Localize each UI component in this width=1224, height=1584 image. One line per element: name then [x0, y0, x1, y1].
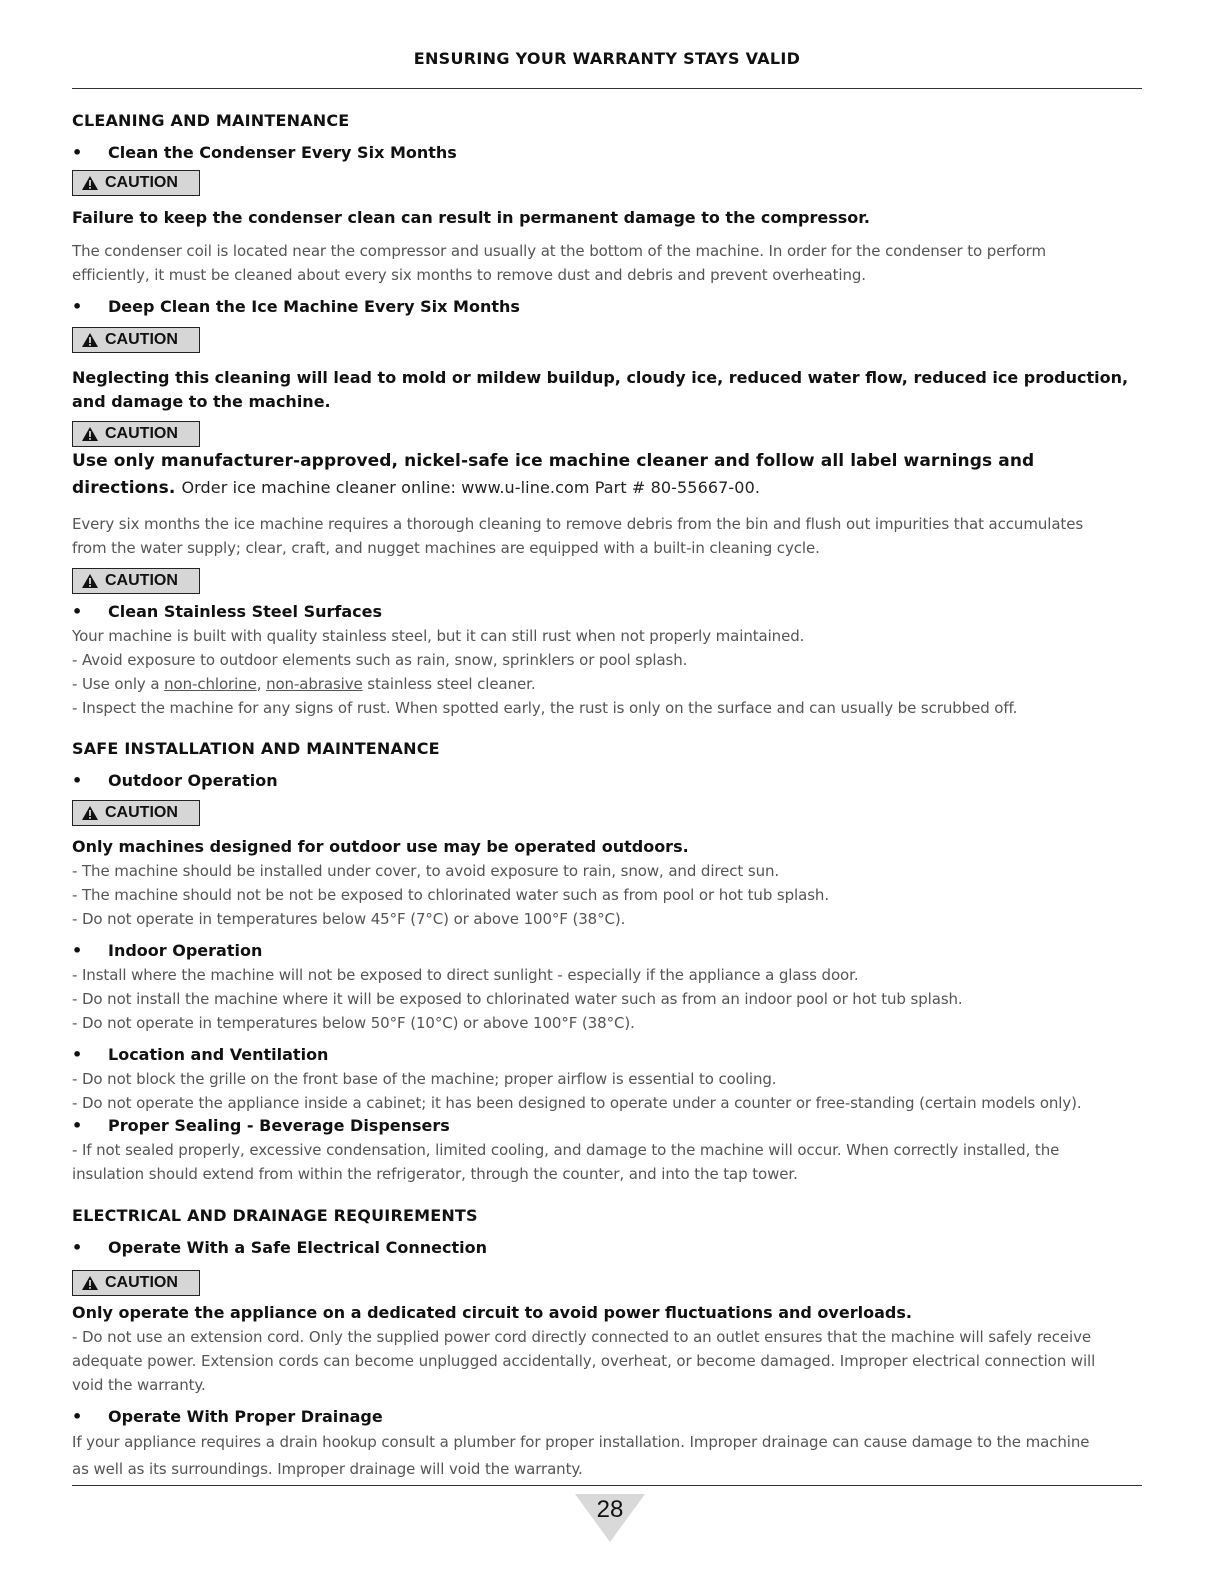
body-drainage-2: as well as its surroundings. Improper drainage will void the warranty. — [72, 1460, 583, 1478]
text-span: - Use only a — [72, 675, 165, 693]
bullet-location — [72, 1045, 1172, 1064]
bullet-label: Proper Sealing - Beverage Dispensers — [108, 1116, 450, 1135]
page-number: 28 — [596, 1496, 624, 1523]
bullet-label: Operate With a Safe Electrical Connection — [108, 1238, 487, 1257]
bullet-dot: • — [72, 602, 83, 621]
warning-triangle-icon — [81, 573, 99, 589]
caution-badge — [72, 800, 200, 826]
section-title-electrical: ELECTRICAL AND DRAINAGE REQUIREMENTS — [72, 1206, 478, 1225]
body-electrical-2: adequate power. Extension cords can become unplugged accidentally, overheat, or become damaged. Improper electrical connection will — [72, 1352, 1096, 1370]
caution-badge — [72, 327, 200, 353]
warning-outdoor: Only machines designed for outdoor use may be operated outdoors. — [72, 837, 689, 856]
body-outdoor-2: - The machine should not be not be exposed to chlorinated water such as from pool or hot tub splash. — [72, 886, 829, 904]
warning-cleaner-1: Use only manufacturer-approved, nickel-safe ice machine cleaner and follow all label warnings and — [72, 451, 1035, 471]
non-abrasive-term: non-abrasive — [266, 675, 363, 693]
bullet-dot: • — [72, 1407, 83, 1426]
bullet-label: Operate With Proper Drainage — [108, 1407, 383, 1426]
bullet-label: Deep Clean the Ice Machine Every Six Months — [108, 297, 520, 316]
warning-triangle-icon — [81, 1275, 99, 1291]
bullet-dot: • — [72, 1238, 83, 1257]
body-condenser-2: efficiently, it must be cleaned about every six months to remove dust and debris and prevent overheating. — [72, 266, 866, 284]
caution-label: CAUTION — [105, 572, 178, 589]
page-header: ENSURING YOUR WARRANTY STAYS VALID — [413, 49, 801, 68]
bullet-dot: • — [72, 1045, 83, 1064]
body-outdoor-3: - Do not operate in temperatures below 45°F (7°C) or above 100°F (38°C). — [72, 910, 626, 928]
body-stainless-4: - Inspect the machine for any signs of rust. When spotted early, the rust is only on the surface and can usually be scrubbed off. — [72, 699, 1018, 717]
body-sealing-1: - If not sealed properly, excessive condensation, limited cooling, and damage to the machine will occur. When correctly installed, the — [72, 1141, 1060, 1159]
non-chlorine-term: non-chlorine — [164, 675, 257, 693]
body-electrical-1: - Do not use an extension cord. Only the supplied power cord directly connected to an outlet ensures that the machine will safely receive — [72, 1328, 1091, 1346]
body-stainless-1: Your machine is built with quality stainless steel, but it can still rust when not properly maintained. — [72, 627, 805, 645]
section-title-cleaning: CLEANING AND MAINTENANCE — [72, 111, 350, 130]
body-stainless-3 — [72, 672, 1172, 696]
section-title-install: SAFE INSTALLATION AND MAINTENANCE — [72, 739, 440, 758]
bullet-dot: • — [72, 771, 83, 790]
bullet-clean-condenser — [72, 143, 1172, 162]
header-rule — [72, 88, 1142, 89]
warning-directions: directions. — [72, 478, 176, 498]
bullet-label: Outdoor Operation — [108, 771, 278, 790]
caution-label: CAUTION — [105, 174, 178, 191]
warning-triangle-icon — [81, 332, 99, 348]
body-location-1: - Do not block the grille on the front base of the machine; proper airflow is essential to cooling. — [72, 1070, 777, 1088]
bullet-dot: • — [72, 1116, 83, 1135]
body-drainage-1: If your appliance requires a drain hookup consult a plumber for proper installation. Improper drainage can cause damage to the machine — [72, 1433, 1090, 1451]
text-span: , — [256, 675, 267, 693]
bullet-label: Indoor Operation — [108, 941, 263, 960]
caution-badge — [72, 1270, 200, 1296]
bullet-dot: • — [72, 143, 83, 162]
manual-page — [72, 0, 1152, 1584]
warning-deep-clean-1: Neglecting this cleaning will lead to mold or mildew buildup, cloudy ice, reduced water flow, reduced ice production, — [72, 368, 1129, 387]
bullet-label: Clean the Condenser Every Six Months — [108, 143, 457, 162]
bullet-label: Location and Ventilation — [108, 1045, 329, 1064]
caution-label: CAUTION — [105, 331, 178, 348]
bullet-outdoor — [72, 771, 1172, 790]
body-deep-clean-1: Every six months the ice machine requires a thorough cleaning to remove debris from the bin and flush out impurities that accumulates — [72, 515, 1084, 533]
warning-deep-clean-2: and damage to the machine. — [72, 392, 331, 411]
bullet-stainless — [72, 602, 1172, 621]
caution-label: CAUTION — [105, 1274, 178, 1291]
body-deep-clean-2: from the water supply; clear, craft, and nugget machines are equipped with a built-in cleaning cycle. — [72, 539, 820, 557]
footer-rule — [72, 1485, 1142, 1486]
body-indoor-3: - Do not operate in temperatures below 50°F (10°C) or above 100°F (38°C). — [72, 1014, 635, 1032]
order-cleaner-text: Order ice machine cleaner online: www.u-line.com Part # 80-55667-00. — [181, 478, 761, 497]
bullet-deep-clean — [72, 297, 1172, 316]
body-electrical-3: void the warranty. — [72, 1376, 206, 1394]
caution-badge — [72, 170, 200, 196]
body-outdoor-1: - The machine should be installed under cover, to avoid exposure to rain, snow, and direct sun. — [72, 862, 780, 880]
body-condenser-1: The condenser coil is located near the compressor and usually at the bottom of the machine. In order for the condenser to perform — [72, 242, 1046, 260]
warning-triangle-icon — [81, 426, 99, 442]
warning-triangle-icon — [81, 175, 99, 191]
page-number-marker — [575, 1494, 645, 1542]
warning-triangle-icon — [81, 805, 99, 821]
body-location-2: - Do not operate the appliance inside a cabinet; it has been designed to operate under a counter or free-standing (certain models only). — [72, 1094, 1082, 1112]
bullet-dot: • — [72, 941, 83, 960]
caution-badge — [72, 568, 200, 594]
warning-condenser: Failure to keep the condenser clean can result in permanent damage to the compressor. — [72, 208, 870, 227]
bullet-dot: • — [72, 297, 83, 316]
text-span: stainless steel cleaner. — [362, 675, 536, 693]
caution-label: CAUTION — [105, 425, 178, 442]
body-sealing-2: insulation should extend from within the refrigerator, through the counter, and into the tap tower. — [72, 1165, 798, 1183]
warning-electrical: Only operate the appliance on a dedicated circuit to avoid power fluctuations and overloads. — [72, 1303, 912, 1322]
caution-badge — [72, 421, 200, 447]
bullet-indoor — [72, 941, 1172, 960]
bullet-drainage — [72, 1407, 1172, 1426]
bullet-sealing — [72, 1116, 1172, 1135]
caution-label: CAUTION — [105, 804, 178, 821]
body-indoor-2: - Do not install the machine where it will be exposed to chlorinated water such as from an indoor pool or hot tub splash. — [72, 990, 963, 1008]
bullet-electrical — [72, 1238, 1172, 1257]
body-stainless-2: - Avoid exposure to outdoor elements such as rain, snow, sprinklers or pool splash. — [72, 651, 688, 669]
body-indoor-1: - Install where the machine will not be exposed to direct sunlight - especially if the appliance a glass door. — [72, 966, 859, 984]
warning-cleaner-2 — [72, 478, 1172, 498]
bullet-label: Clean Stainless Steel Surfaces — [108, 602, 382, 621]
